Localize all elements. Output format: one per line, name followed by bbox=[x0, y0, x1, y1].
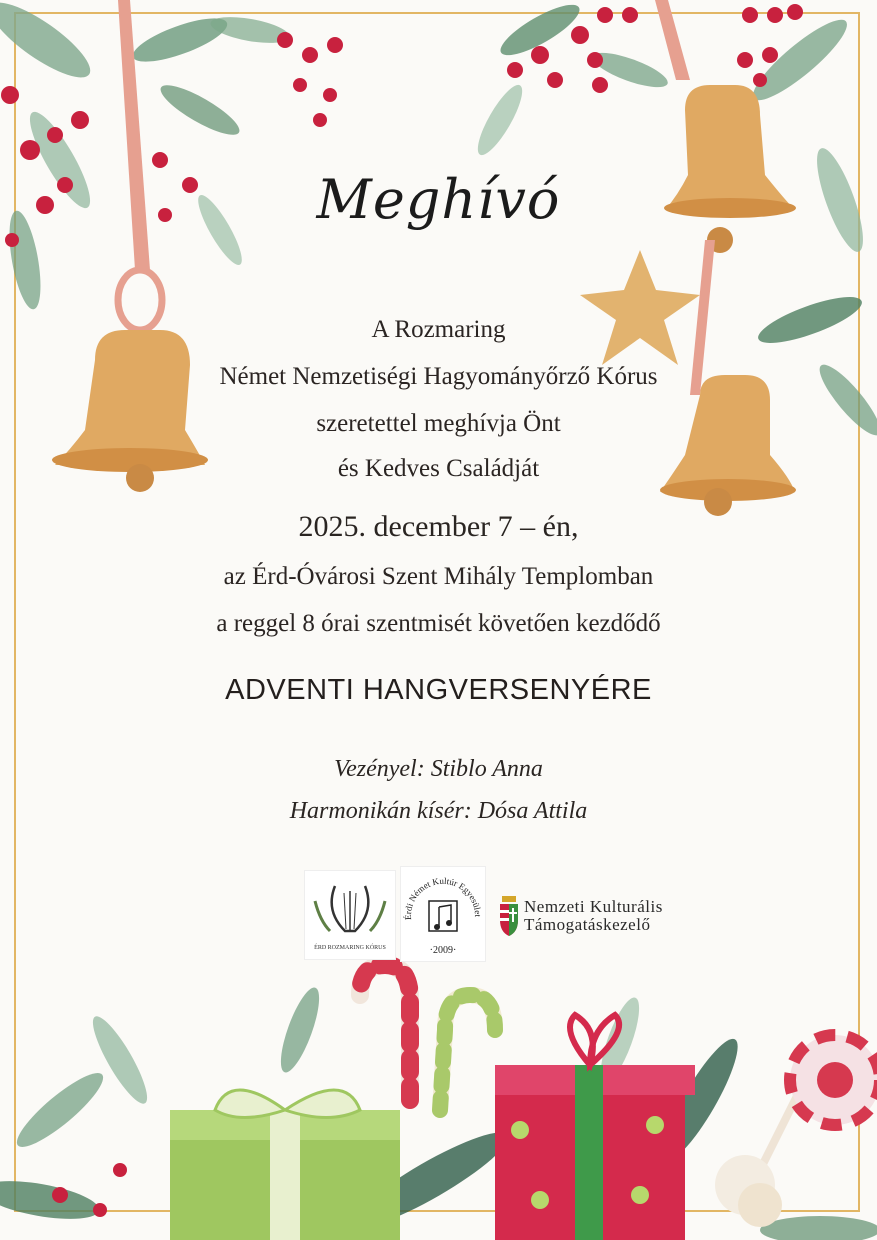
right-bottom-bell-icon bbox=[660, 375, 796, 516]
egyesulet-logo bbox=[400, 866, 486, 962]
event-venue: az Érd-Óvárosi Szent Mihály Templomban bbox=[223, 563, 654, 590]
line-invite: szeretettel meghívja Önt bbox=[316, 410, 561, 437]
lollipop-icon bbox=[760, 1035, 877, 1170]
invitation-title: Meghívó bbox=[316, 168, 561, 231]
red-gift-icon bbox=[495, 1015, 695, 1240]
rozmaring-logo-text: ÉRD ROZMARING KÓRUS bbox=[314, 945, 386, 951]
line-family: és Kedves Családját bbox=[337, 455, 540, 482]
line-choir-name: A Rozmaring bbox=[371, 316, 506, 343]
accordion-credit: Harmonikán kísér: Dósa Attila bbox=[289, 798, 588, 824]
egyesulet-logo-text: Érdi Német Kultúr Egyesület bbox=[402, 875, 484, 921]
event-time: a reggel 8 órai szentmisét követően kezdődő bbox=[216, 610, 661, 637]
hungarian-coat-of-arms-icon bbox=[498, 896, 520, 936]
music-note-icon bbox=[401, 867, 485, 961]
green-gift-icon bbox=[170, 1090, 400, 1240]
svg-text:Érdi Német Kultúr Egyesület bbox=[403, 876, 483, 920]
nkt-line-2: Támogatáskezelő bbox=[524, 915, 651, 934]
nkt-line-1: Nemzeti Kulturális bbox=[524, 897, 663, 916]
nkt-logo-text bbox=[524, 898, 663, 934]
event-date: 2025. december 7 – én, bbox=[298, 510, 579, 543]
lyre-icon bbox=[305, 871, 395, 959]
cotton-flower-icon bbox=[715, 1155, 782, 1227]
line-choir-full: Német Nemzetiségi Hagyományőrző Kórus bbox=[219, 363, 658, 390]
rozmaring-logo bbox=[304, 870, 396, 960]
egyesulet-year: ·2009· bbox=[429, 945, 457, 956]
event-name: ADVENTI HANGVERSENYÉRE bbox=[225, 674, 652, 706]
candy-cane-icon bbox=[360, 965, 495, 1110]
conductor-credit: Vezényel: Stiblo Anna bbox=[334, 756, 543, 782]
